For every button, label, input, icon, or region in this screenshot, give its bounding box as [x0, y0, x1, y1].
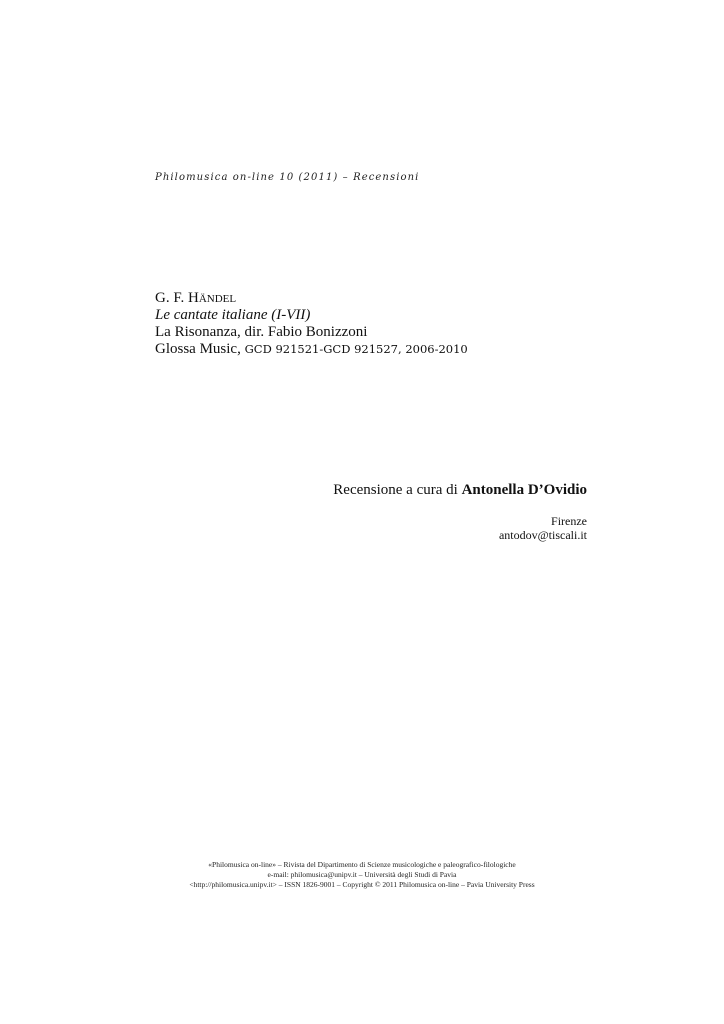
- author-contact: [499, 514, 587, 542]
- footer-email-line: e-mail: philomusica@unipv.it – Università degli Studi di Pavia: [267, 870, 457, 879]
- work-title: Le cantate italiane: [155, 307, 268, 323]
- page-footer: [0, 860, 724, 890]
- running-header: Philomusica on-line 10 (2011) – Recensioni: [155, 172, 420, 183]
- author-email[interactable]: antodov@tiscali.it: [498, 528, 587, 542]
- catalog-numbers: GCD 921521-GCD 921527, 2006-2010: [244, 342, 468, 356]
- work-title-line: [155, 307, 468, 324]
- label-line: [155, 341, 468, 358]
- performers-line: La Risonanza, dir. Fabio Bonizzoni: [155, 324, 368, 340]
- author-city: Firenze: [551, 514, 587, 528]
- work-title-block: [155, 290, 468, 358]
- review-prefix: Recensione a cura di: [333, 482, 458, 498]
- composer-initials: G. F.: [155, 290, 185, 306]
- work-volumes: (I-VII): [271, 307, 311, 323]
- composer-surname: Händel: [187, 290, 237, 306]
- footer-journal-line: «Philomusica on-line» – Rivista del Dipartimento di Scienze musicologiche e paleografico-filologiche: [208, 860, 516, 869]
- footer-url-line: <http://philomusica.unipv.it> – ISSN 1826-9001 – Copyright © 2011 Philomusica on-line – Pavia University Press: [189, 880, 535, 889]
- record-label: Glossa Music,: [155, 341, 241, 357]
- composer-line: [155, 290, 468, 307]
- review-byline: [333, 482, 587, 499]
- review-author: Antonella D’Ovidio: [461, 482, 587, 498]
